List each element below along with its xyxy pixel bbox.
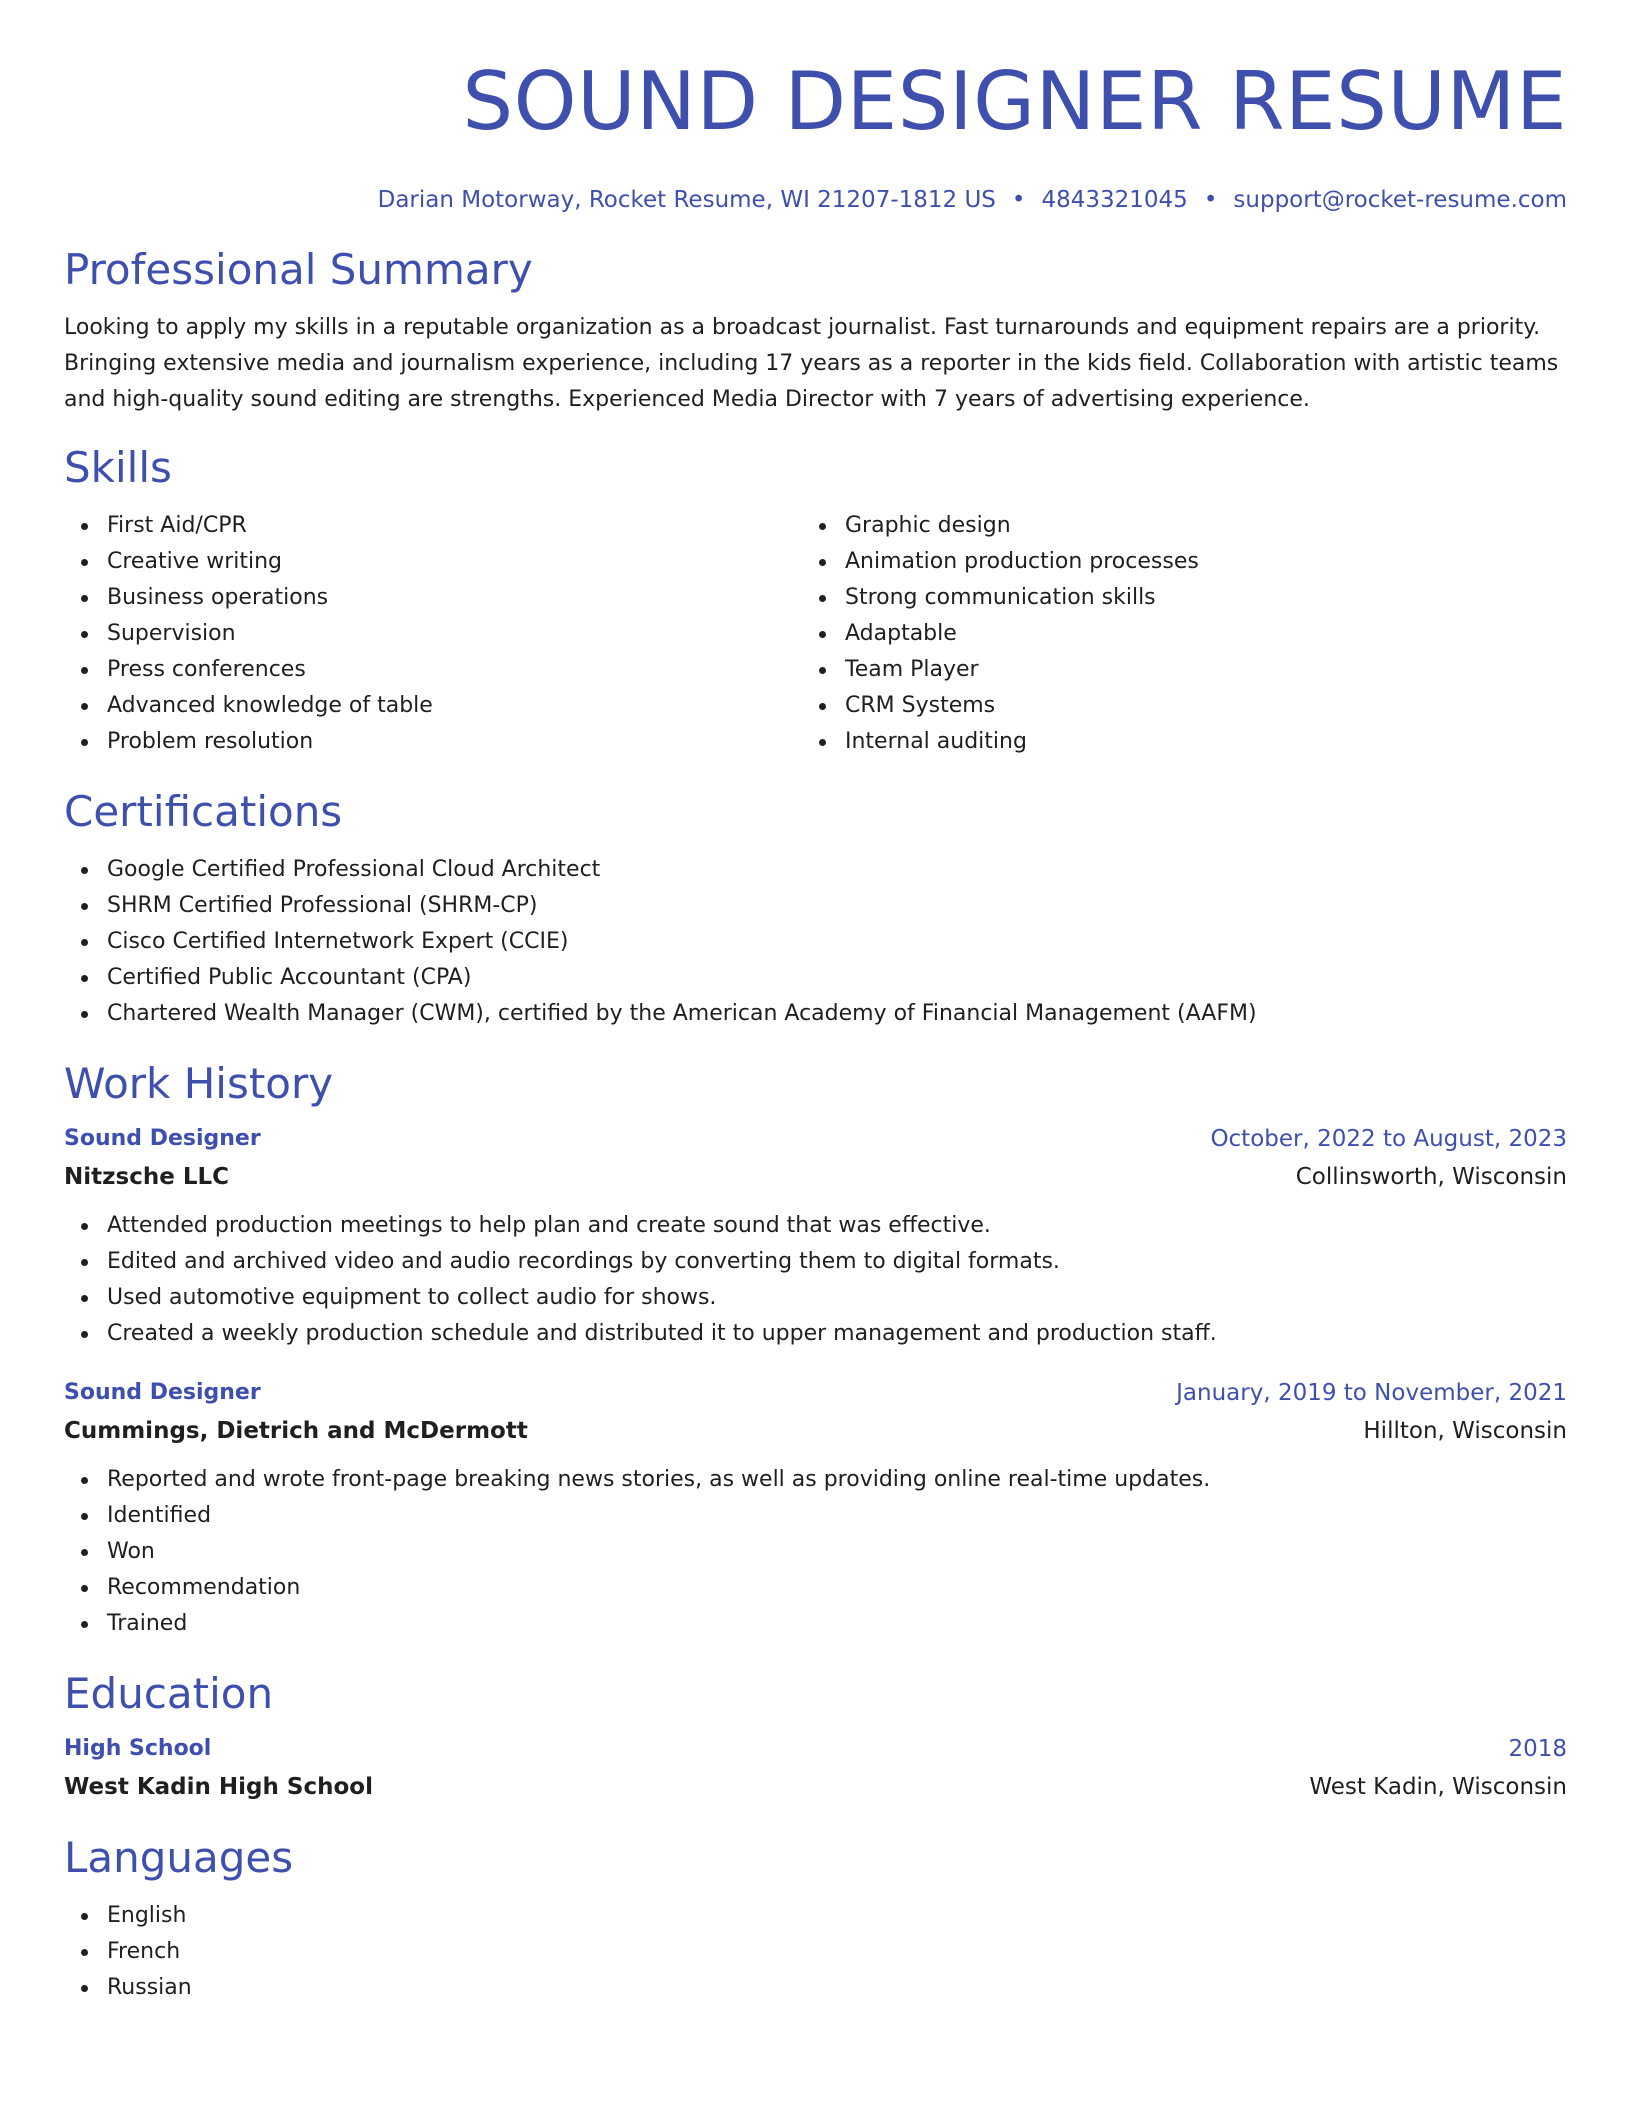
- work-history-section: [64, 1058, 1567, 1642]
- job-bullet: Used automotive equipment to collect audio for shows.: [107, 1280, 1567, 1316]
- languages-heading: Languages: [64, 1833, 294, 1882]
- skill-item: CRM Systems: [845, 688, 1540, 724]
- certification-item: Certified Public Accountant (CPA): [107, 960, 1567, 996]
- job-subheader: [64, 1412, 1567, 1450]
- skill-item: Advanced knowledge of table: [107, 688, 802, 724]
- certification-item: SHRM Certified Professional (SHRM-CP): [107, 888, 1567, 924]
- certification-item: Google Certified Professional Cloud Architect: [107, 852, 1567, 888]
- work-history-heading: Work History: [64, 1059, 334, 1108]
- skill-item: Adaptable: [845, 616, 1540, 652]
- job-bullet: Reported and wrote front-page breaking news stories, as well as providing online real-time updates.: [107, 1462, 1567, 1498]
- summary-heading: Professional Summary: [64, 245, 533, 294]
- job-company: Nitzsche LLC: [64, 1164, 230, 1190]
- job-header: [64, 1120, 1567, 1158]
- skill-item: Animation production processes: [845, 544, 1540, 580]
- education-year: 2018: [1508, 1736, 1567, 1762]
- skills-section: [64, 442, 1567, 760]
- skill-item: Internal auditing: [845, 724, 1540, 760]
- job-bullet: Attended production meetings to help plan and create sound that was effective.: [107, 1208, 1567, 1244]
- skill-item: Press conferences: [107, 652, 802, 688]
- education-entry: [64, 1730, 1567, 1806]
- certification-item: Cisco Certified Internetwork Expert (CCIE): [107, 924, 1567, 960]
- certifications-section: [64, 786, 1567, 1032]
- language-item: Russian: [107, 1970, 1567, 2006]
- contact-phone[interactable]: 4843321045: [1041, 187, 1188, 213]
- job-bullet: Identified: [107, 1498, 1567, 1534]
- skills-heading: Skills: [64, 443, 172, 492]
- job-bullet: Won: [107, 1534, 1567, 1570]
- education-header: [64, 1730, 1567, 1768]
- skill-item: First Aid/CPR: [107, 508, 802, 544]
- certification-item: Chartered Wealth Manager (CWM), certified by the American Academy of Financial Management (AAFM): [107, 996, 1567, 1032]
- certifications-heading: Certifications: [64, 787, 343, 836]
- skills-columns: [64, 508, 1567, 760]
- skill-item: Creative writing: [107, 544, 802, 580]
- job-bullet: Edited and archived video and audio recordings by converting them to digital formats.: [107, 1244, 1567, 1280]
- skill-item: Problem resolution: [107, 724, 802, 760]
- skill-item: Strong communication skills: [845, 580, 1540, 616]
- job-entry: [64, 1120, 1567, 1352]
- job-title: Sound Designer: [64, 1126, 261, 1151]
- summary-section: [64, 244, 1567, 418]
- job-company: Cummings, Dietrich and McDermott: [64, 1418, 528, 1444]
- job-dates: October, 2022 to August, 2023: [1210, 1126, 1567, 1152]
- job-bullet: Trained: [107, 1606, 1567, 1642]
- contact-address: Darian Motorway, Rocket Resume, WI 21207-1812 US: [377, 187, 996, 213]
- skills-right-column: [802, 508, 1540, 760]
- language-item: English: [107, 1898, 1567, 1934]
- skill-item: Team Player: [845, 652, 1540, 688]
- contact-separator: •: [1203, 187, 1218, 213]
- job-location: Collinsworth, Wisconsin: [1295, 1164, 1567, 1190]
- language-item: French: [107, 1934, 1567, 1970]
- skills-left-column: [64, 508, 802, 760]
- education-section: [64, 1668, 1567, 1806]
- job-header: [64, 1374, 1567, 1412]
- education-school: West Kadin High School: [64, 1774, 373, 1800]
- education-degree: High School: [64, 1736, 212, 1761]
- job-location: Hillton, Wisconsin: [1363, 1418, 1567, 1444]
- job-bullet: Created a weekly production schedule and distributed it to upper management and production staff.: [107, 1316, 1567, 1352]
- languages-section: [64, 1832, 1567, 2006]
- resume-title: SOUND DESIGNER RESUME: [462, 55, 1567, 148]
- job-dates: January, 2019 to November, 2021: [1176, 1380, 1567, 1406]
- contact-line: [64, 185, 1567, 215]
- education-location: West Kadin, Wisconsin: [1309, 1774, 1567, 1800]
- contact-separator: •: [1011, 187, 1026, 213]
- job-title: Sound Designer: [64, 1380, 261, 1405]
- education-heading: Education: [64, 1669, 274, 1718]
- skill-item: Supervision: [107, 616, 802, 652]
- job-bullet: Recommendation: [107, 1570, 1567, 1606]
- job-entry: [64, 1374, 1567, 1642]
- education-subheader: [64, 1768, 1567, 1806]
- job-subheader: [64, 1158, 1567, 1196]
- skill-item: Business operations: [107, 580, 802, 616]
- summary-text: Looking to apply my skills in a reputable organization as a broadcast journalist. Fast turnarounds and equipment repairs are a priority. Bringing extensive media and journalism experience, including 17 years as a reporter in the kids field. Collaboration with artistic teams and high-quality sound editing are strengths. Experienced Media Director with 7 years of advertising experience.: [64, 315, 1559, 412]
- skill-item: Graphic design: [845, 508, 1540, 544]
- contact-email[interactable]: support@rocket-resume.com: [1233, 187, 1567, 213]
